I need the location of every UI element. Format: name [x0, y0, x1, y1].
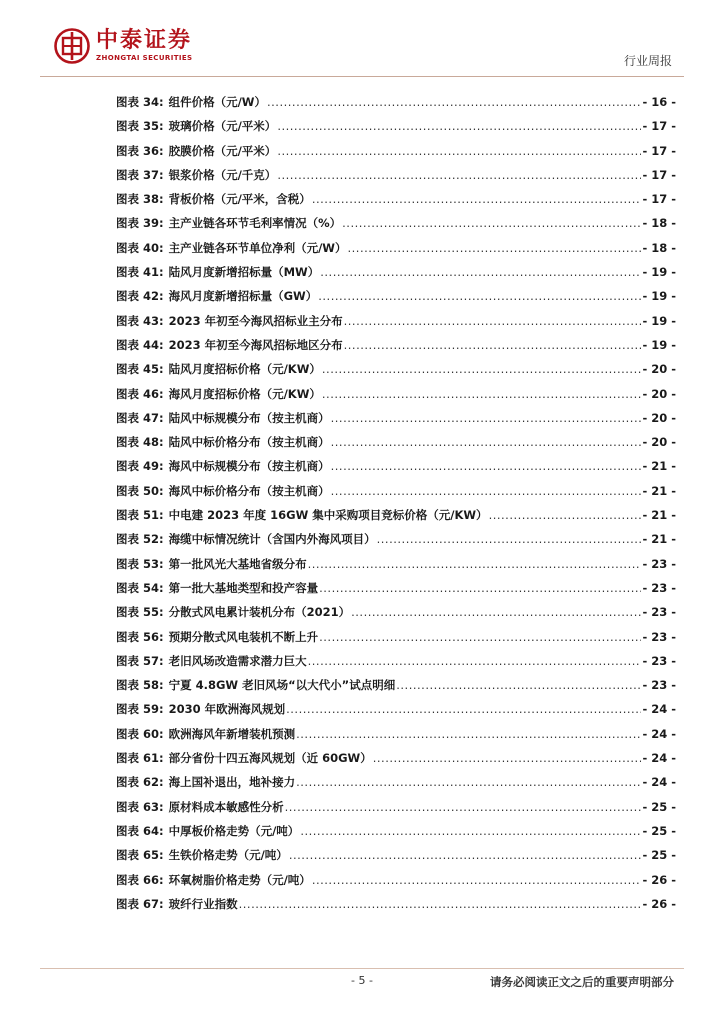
toc-entry-page: - 24 - [642, 775, 676, 790]
toc-entry-label: 图表 65: [116, 848, 164, 863]
toc-entry-title: 胶膜价格（元/平米） [168, 143, 277, 158]
toc-entry-title: 宁夏 4.8GW 老旧风场“以大代小”试点明细 [168, 678, 396, 693]
toc-entry-label: 图表 62: [116, 775, 164, 790]
toc-entry-label: 图表 55: [116, 605, 164, 620]
toc-entry-page: - 23 - [642, 678, 676, 693]
company-name-en: ZHONGTAI SECURITIES [96, 54, 193, 62]
toc-entry-label: 图表 52: [116, 532, 164, 547]
toc-entry-label: 图表 34: [116, 95, 164, 109]
toc-entry[interactable] [116, 143, 676, 167]
toc-entry-page: - 23 - [642, 629, 676, 644]
toc-entry[interactable] [116, 701, 676, 725]
toc-entry[interactable] [116, 531, 676, 555]
toc-entry-label: 图表 41: [116, 265, 164, 280]
toc-entry-title: 预期分散式风电装机不断上升 [168, 629, 319, 644]
toc-dot-leader [277, 144, 641, 158]
toc-dot-leader [331, 484, 642, 498]
toc-entry-title: 玻纤行业指数 [168, 896, 238, 911]
toc-entry-page: - 23 - [642, 556, 676, 571]
toc-entry[interactable] [116, 653, 676, 677]
page-header [0, 0, 724, 80]
toc-entry-label: 图表 58: [116, 678, 164, 693]
toc-dot-leader [396, 678, 641, 692]
toc-dot-leader [331, 411, 642, 425]
toc-entry-label: 图表 67: [116, 896, 164, 911]
toc-entry[interactable] [116, 288, 676, 312]
toc-dot-leader [277, 168, 641, 182]
toc-entry-page: - 20 - [642, 435, 676, 450]
toc-entry-page: - 24 - [642, 726, 676, 741]
toc-entry[interactable] [116, 361, 676, 385]
toc-entry-title: 海风中标价格分布（按主机商） [168, 483, 330, 498]
toc-entry-title: 银浆价格（元/千克） [168, 167, 277, 182]
toc-entry-page: - 23 - [642, 605, 676, 620]
toc-dot-leader [373, 751, 642, 765]
toc-entry-label: 图表 47: [116, 410, 164, 425]
toc-entry-title: 分散式风电累计装机分布（2021） [168, 605, 351, 620]
toc-entry[interactable] [116, 604, 676, 628]
toc-dot-leader [342, 216, 641, 230]
toc-entry-title: 主产业链各环节毛利率情况（%） [168, 216, 342, 231]
toc-entry-label: 图表 38: [116, 192, 164, 207]
toc-dot-leader [296, 775, 641, 789]
toc-entry[interactable] [116, 726, 676, 750]
toc-entry-title: 海风中标规模分布（按主机商） [168, 459, 330, 474]
toc-dot-leader [312, 192, 642, 206]
toc-dot-leader [308, 557, 642, 571]
toc-dot-leader [351, 605, 641, 619]
toc-entry-title: 中厚板价格走势（元/吨） [168, 823, 300, 838]
toc-entry[interactable] [116, 94, 676, 118]
toc-entry-page: - 23 - [642, 653, 676, 668]
toc-entry[interactable] [116, 410, 676, 434]
toc-dot-leader [320, 265, 641, 279]
toc-entry[interactable] [116, 434, 676, 458]
toc-entry-page: - 19 - [642, 289, 676, 304]
toc-dot-leader [312, 873, 642, 887]
toc-entry-page: - 16 - [642, 95, 676, 109]
toc-dot-leader [239, 897, 642, 911]
toc-entry-title: 2023 年初至今海风招标业主分布 [168, 313, 343, 328]
toc-entry-title: 中电建 2023 年度 16GW 集中采购项目竞标价格（元/KW） [168, 508, 488, 523]
toc-dot-leader [300, 824, 641, 838]
toc-entry-page: - 19 - [642, 265, 676, 280]
toc-entry-label: 图表 59: [116, 702, 164, 717]
header-divider [40, 76, 684, 77]
zhongtai-logo-icon [54, 28, 90, 64]
toc-entry[interactable] [116, 386, 676, 410]
toc-entry[interactable] [116, 799, 676, 823]
toc-entry[interactable] [116, 191, 676, 215]
toc-entry[interactable] [116, 483, 676, 507]
disclaimer-note: 请务必阅读正文之后的重要声明部分 [490, 975, 674, 989]
toc-entry-title: 海缆中标情况统计（含国内外海风项目） [168, 532, 376, 547]
toc-entry[interactable] [116, 896, 676, 920]
toc-entry-label: 图表 45: [116, 362, 164, 377]
toc-entry[interactable] [116, 167, 676, 191]
toc-entry-title: 2023 年初至今海风招标地区分布 [168, 337, 343, 352]
toc-entry-page: - 21 - [642, 483, 676, 498]
toc-dot-leader [285, 800, 642, 814]
toc-dot-leader [319, 581, 641, 595]
toc-entry-page: - 25 - [642, 848, 676, 863]
toc-entry-label: 图表 46: [116, 386, 164, 401]
toc-entry[interactable] [116, 215, 676, 239]
toc-dot-leader [308, 654, 642, 668]
toc-entry-page: - 18 - [642, 216, 676, 231]
toc-entry-page: - 25 - [642, 799, 676, 814]
toc-entry-label: 图表 66: [116, 872, 164, 887]
toc-entry-title: 欧洲海风年新增装机预测 [168, 726, 296, 741]
toc-entry-title: 海风月度招标价格（元/KW） [168, 386, 321, 401]
toc-entry-title: 陆风月度新增招标量（MW） [168, 265, 320, 280]
toc-dot-leader [348, 241, 642, 255]
toc-dot-leader [344, 314, 642, 328]
toc-entry-page: - 19 - [642, 313, 676, 328]
toc-entry[interactable] [116, 629, 676, 653]
toc-dot-leader [319, 630, 641, 644]
toc-dot-leader [267, 95, 641, 109]
toc-entry-title: 部分省份十四五海风规划（近 60GW） [168, 751, 372, 766]
toc-entry[interactable] [116, 458, 676, 482]
toc-entry-label: 图表 63: [116, 799, 164, 814]
toc-entry-label: 图表 56: [116, 629, 164, 644]
toc-entry[interactable] [116, 677, 676, 701]
toc-entry-page: - 17 - [642, 119, 676, 134]
toc-entry-title: 环氧树脂价格走势（元/吨） [168, 872, 311, 887]
toc-entry[interactable] [116, 556, 676, 580]
toc-entry-title: 玻璃价格（元/平米） [168, 119, 277, 134]
toc-entry-page: - 19 - [642, 337, 676, 352]
toc-entry-label: 图表 35: [116, 119, 164, 134]
toc-entry-label: 图表 54: [116, 580, 164, 595]
toc-entry-title: 海风月度新增招标量（GW） [168, 289, 318, 304]
toc-entry[interactable] [116, 580, 676, 604]
toc-entry-label: 图表 51: [116, 508, 164, 523]
toc-dot-leader [289, 848, 642, 862]
toc-entry[interactable] [116, 118, 676, 142]
toc-dot-leader [286, 702, 641, 716]
toc-entry-label: 图表 37: [116, 167, 164, 182]
toc-entry-title: 第一批大基地类型和投产容量 [168, 580, 319, 595]
toc-entry-page: - 24 - [642, 702, 676, 717]
toc-entry-page: - 17 - [642, 167, 676, 182]
table-of-figures [116, 94, 676, 920]
toc-entry-page: - 17 - [642, 143, 676, 158]
toc-entry-label: 图表 39: [116, 216, 164, 231]
toc-entry-title: 原材料成本敏感性分析 [168, 799, 284, 814]
toc-entry-label: 图表 44: [116, 337, 164, 352]
toc-entry-page: - 24 - [642, 751, 676, 766]
toc-entry-label: 图表 48: [116, 435, 164, 450]
toc-dot-leader [331, 435, 642, 449]
toc-entry-page: - 25 - [642, 823, 676, 838]
report-type: 行业周报 [623, 54, 672, 68]
toc-entry[interactable] [116, 774, 676, 798]
toc-entry-page: - 18 - [642, 240, 676, 255]
toc-entry-label: 图表 49: [116, 459, 164, 474]
toc-entry-page: - 20 - [642, 362, 676, 377]
company-logo [54, 28, 193, 64]
toc-entry[interactable] [116, 750, 676, 774]
toc-entry[interactable] [116, 337, 676, 361]
toc-entry-title: 2030 年欧洲海风规划 [168, 702, 286, 717]
company-name-cn: 中泰证券 [96, 28, 193, 53]
toc-entry[interactable] [116, 313, 676, 337]
toc-entry-label: 图表 40: [116, 240, 164, 255]
toc-entry-label: 图表 42: [116, 289, 164, 304]
toc-entry[interactable] [116, 823, 676, 847]
toc-dot-leader [331, 459, 642, 473]
toc-entry-page: - 17 - [642, 192, 676, 207]
toc-dot-leader [489, 508, 642, 522]
toc-entry-label: 图表 64: [116, 823, 164, 838]
toc-dot-leader [277, 119, 641, 133]
toc-dot-leader [296, 727, 641, 741]
footer-divider [40, 968, 684, 969]
toc-dot-leader [322, 387, 642, 401]
toc-entry-page: - 20 - [642, 386, 676, 401]
toc-entry-label: 图表 57: [116, 653, 164, 668]
toc-entry-title: 陆风中标规模分布（按主机商） [168, 410, 330, 425]
toc-entry-label: 图表 61: [116, 751, 164, 766]
toc-entry-page: - 26 - [642, 872, 676, 887]
toc-entry-label: 图表 36: [116, 143, 164, 158]
toc-entry-label: 图表 60: [116, 726, 164, 741]
toc-dot-leader [322, 362, 642, 376]
toc-entry-page: - 23 - [642, 580, 676, 595]
toc-entry-title: 海上国补退出，地补接力 [168, 775, 296, 790]
toc-entry-page: - 21 - [642, 532, 676, 547]
toc-entry-page: - 20 - [642, 410, 676, 425]
toc-entry[interactable] [116, 240, 676, 264]
toc-dot-leader [377, 532, 642, 546]
toc-entry[interactable] [116, 847, 676, 871]
toc-entry-title: 第一批风光大基地省级分布 [168, 556, 307, 571]
page-number: - 5 - [351, 974, 373, 987]
toc-entry-title: 陆风月度招标价格（元/KW） [168, 362, 321, 377]
toc-entry-page: - 26 - [642, 896, 676, 911]
toc-dot-leader [344, 338, 642, 352]
toc-entry-label: 图表 50: [116, 483, 164, 498]
toc-entry-page: - 21 - [642, 459, 676, 474]
toc-entry-label: 图表 53: [116, 556, 164, 571]
toc-entry[interactable] [116, 507, 676, 531]
toc-entry[interactable] [116, 264, 676, 288]
toc-entry-label: 图表 43: [116, 313, 164, 328]
toc-entry-page: - 21 - [642, 508, 676, 523]
toc-dot-leader [318, 289, 641, 303]
toc-entry-title: 组件价格（元/W） [168, 95, 266, 109]
toc-entry-title: 老旧风场改造需求潜力巨大 [168, 653, 307, 668]
toc-entry-title: 主产业链各环节单位净利（元/W） [168, 240, 347, 255]
toc-entry-title: 陆风中标价格分布（按主机商） [168, 435, 330, 450]
toc-entry-title: 生铁价格走势（元/吨） [168, 848, 288, 863]
toc-entry[interactable] [116, 872, 676, 896]
toc-entry-title: 背板价格（元/平米，含税） [168, 192, 311, 207]
